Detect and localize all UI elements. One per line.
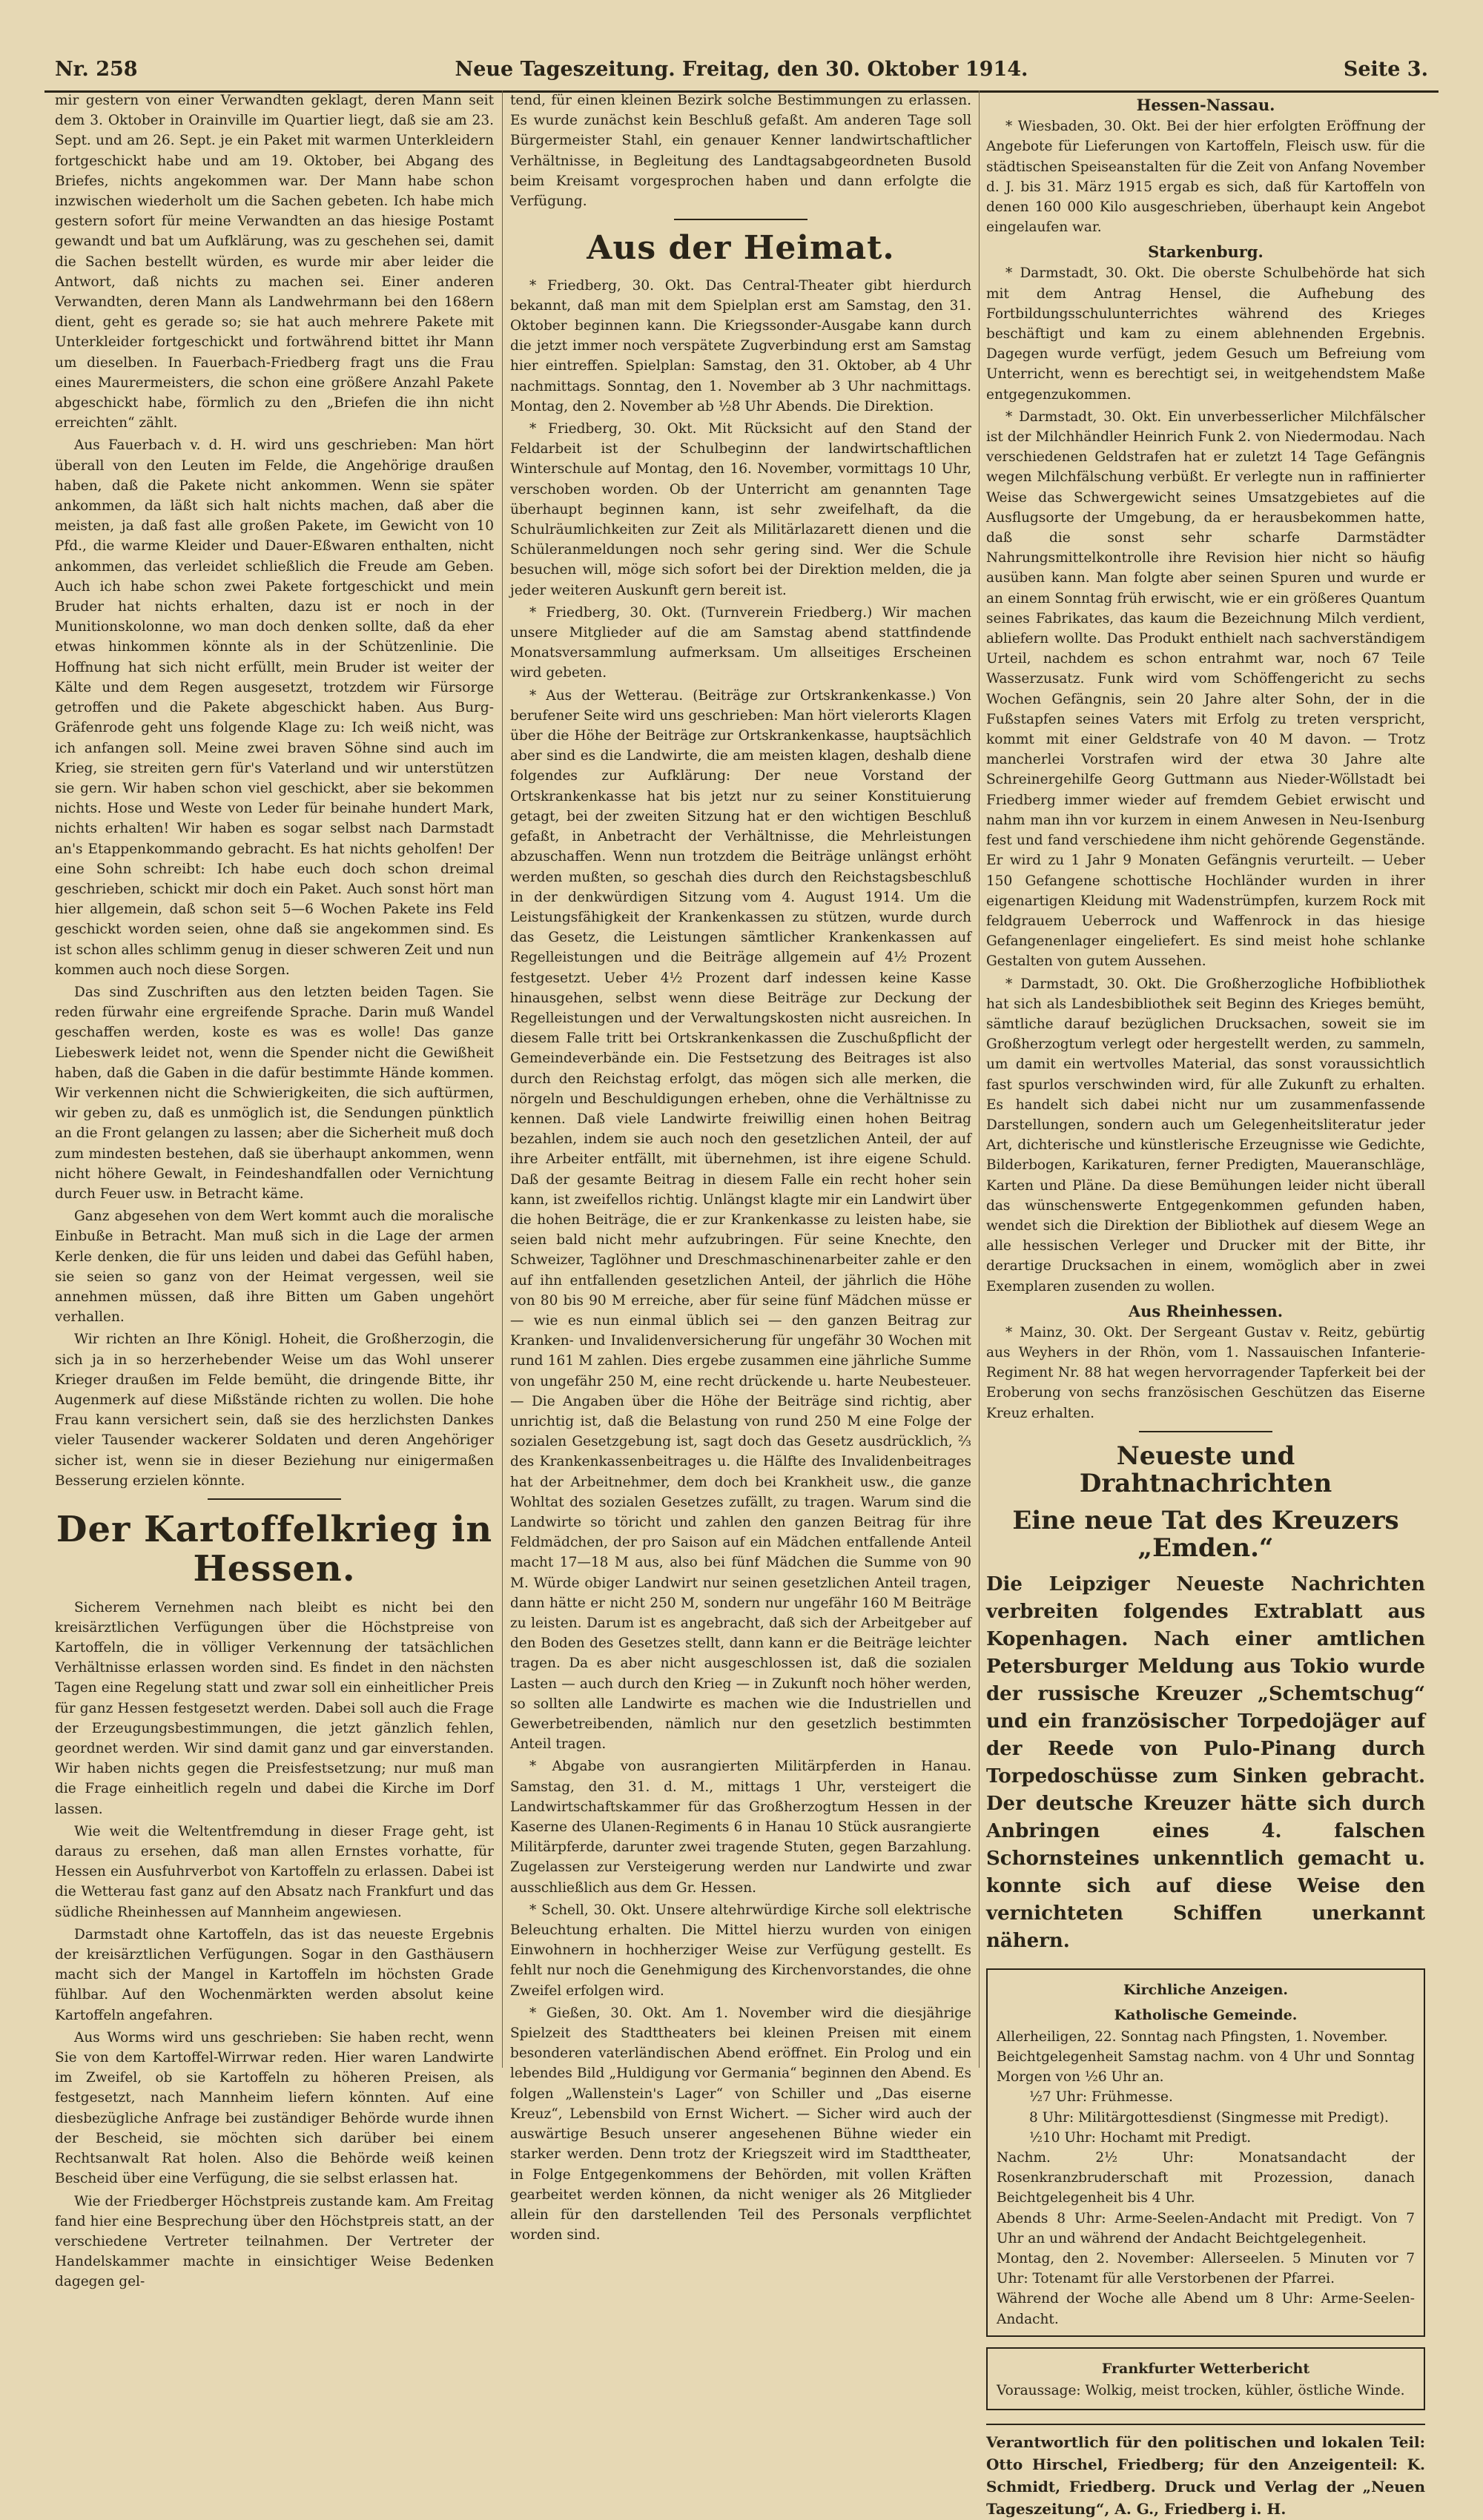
news-item: * Wiesbaden, 30. Okt. Bei der hier erfolgten Eröffnung der Angebote für Lieferungen von Kartoffeln, Fleisch usw. für die städtischen Speiseanstalten für die Zeit von Anfang November d. J. bis 31. März 1915 ergab es sich, daß für Kartoffeln von denen 160 000 Kilo ausgeschrieben, überhaupt kein Angebot eingelaufen war. (986, 119, 1425, 236)
news-item: * Friedberg, 30. Okt. (Turnverein Friedberg.) Wir machen unsere Mitglieder auf die am Samstag abend stattfindende Monatsversammlung aufmerksam. Um allseitiges Erscheinen wird gebeten. (510, 604, 971, 681)
news-item: * Darmstadt, 30. Okt. Ein unverbesserlicher Milchfälscher ist der Milchhändler Heinrich Funk 2. von Niedermodau. Nach verschiedenen Geldstrafen hat er zuletzt 14 Tage Gefängnis wegen Milchfälschung verbüßt. Er verlegte nun in raffinierter Weise das Schwergewicht seines Umsatzgebietes auf die Ausflugsorte der Umgebung, da er herausbekommen hatte, daß die sonst sehr scharfe Darmstädter Nahrungsmittelkontrolle ihre Revision hier nicht so häufig ausüben kann. Man folgte aber seinen Spuren und wurde er an einem Sonntag früh erwischt, wie er ein größeres Quantum seines Fabrikates, das kaum die Bezeichnung Milch verdient, abliefern wollte. Das Produkt enthielt nach sachverständigem Urteil, nachdem es schon entrahmt war, noch 67 Teile Wasserzusatz. Funk wird vom Schöffengericht zu sechs Wochen Gefängnis, sein 20 Jahre alter Sohn, der in die Fußstapfen seines Vaters mit Erfolg zu treten verspricht, kommt mit einer Geldstrafe von 40 M davon. — Trotz mancherlei Vorstrafen wird der etwa 30 Jahre alte Schreinergehilfe Georg Guttmann aus Nieder-Wöllstadt bei Friedberg immer wieder auf fremdem Gebiet erwischt und nahm man ihn vor kurzem in einem Anwesen in Neu-Isenburg fest und fand verschiedene ihm nicht gehörende Gegenstände. Er wird zu 1 Jahr 9 Monaten Gefängnis verurteilt. — Ueber 150 Gefangene schottische Hochländer wurden in ihrer eigenartigen Kleidung mit Wadenstrümpfen, kurzem Rock mit feldgrauem Ueberrock und Waffenrock in das hiesige Gefangenenlager eingeliefert. Es sind meist hohe schlanke Gestalten von gutem Aussehen. (986, 409, 1425, 970)
weather-box (986, 2347, 1425, 2410)
news-item: * Schell, 30. Okt. Unsere altehrwürdige Kirche soll elektrische Beleuchtung erhalten. Die Mittel hierzu wurden von einigen Einwohnern in hochherziger Weise zur Verfügung gestellt. Es fehlt nur noch die Genehmigung des Kirchenvorstandes, die ohne Zweifel erfolgen wird. (510, 1902, 971, 1999)
lead-article: Die Leipziger Neueste Nachrichten verbreiten folgendes Extrablatt aus Kopenhagen. Nach einer amtlichen Petersburger Meldung aus Tokio wurde der russische Kreuzer „Schemtschug“ und ein französischer Torpedojäger auf der Reede von Pulo-Pinang durch Torpedoschüsse zum Sinken gebracht. Der deutsche Kreuzer hätte sich durch Anbringen eines 4. falschen Schornsteines unkenntlich gemacht u. konnte sich auf diese Weise den vernichteten Schiffen unerkannt nähern. (986, 1573, 1425, 1953)
masthead: Neue Tageszeitung. Freitag, den 30. Oktober 1914. (455, 58, 1028, 81)
church-line: Montag, den 2. November: Allerseelen. 5 Minuten vor 7 Uhr: Totenamt für alle Verstorbenen der Pfarrei. (997, 2251, 1415, 2287)
paragraph: Wie der Friedberger Höchstpreis zustande kam. Am Freitag fand hier eine Besprechung über den Höchstpreis statt, an der verschiedene Vertreter teilnahmen. Der Vertreter der Handelskammer machte in einsichtiger Weise Bedenken dagegen gel- (55, 2193, 494, 2290)
news-item: * Mainz, 30. Okt. Der Sergeant Gustav v. Reitz, gebürtig aus Weyhers in der Rhön, vom 1. Nassauischen Infanterie-Regiment Nr. 88 hat wegen hervorragender Tapferkeit bei der Eroberung von sechs französischen Geschützen das Eiserne Kreuz erhalten. (986, 1324, 1425, 1421)
paragraph: Wir richten an Ihre Königl. Hoheit, die Großherzogin, die sich ja in so herzerhebender Weise um das Wohl unserer Krieger draußen im Felde bemüht, die dringende Bitte, ihr Augenmerk auf diese Mißstände richten zu wollen. Die hohe Frau kann versichert sein, daß sie des herzlichsten Dankes vieler Tausender wackerer Soldaten und deren Angehöriger sicher ist, wenn sie in dieser Beziehung nur einigermaßen Besserung erzielen könnte. (55, 1332, 494, 1489)
church-line: Nachm. 2½ Uhr: Monatsandacht der Rosenkranzbruderschaft mit Prozession, danach Beichtgelegenheit bis 4 Uhr. (997, 2150, 1415, 2206)
paragraph: Darmstadt ohne Kartoffeln, das ist das neueste Ergebnis der kreisärztlichen Verfügungen. Sogar in den Gasthäusern macht sich der Mangel in Kartoffeln im höchsten Grade fühlbar. Auf den Wochenmärkten werden absolut keine Kartoffeln angefahren. (55, 1926, 494, 2023)
church-line: Beichtgelegenheit Samstag nachm. von 4 Uhr und Sonntag Morgen von ½6 Uhr an. (997, 2049, 1415, 2086)
weather-text: Voraussage: Wolkig, meist trocken, kühler, östliche Winde. (997, 2383, 1405, 2399)
church-line: Allerheiligen, 22. Sonntag nach Pfingsten, 1. November. (997, 2028, 1388, 2045)
headline-aus-der-heimat: Aus der Heimat. (587, 229, 895, 268)
church-line: ½10 Uhr: Hochamt mit Predigt. (1029, 2129, 1252, 2146)
issue-number: Nr. 258 (55, 58, 138, 81)
church-title: Kirchliche Anzeigen. (1123, 1982, 1289, 1999)
imprint-text: Verantwortlich für den politischen und lokalen Teil: Otto Hirschel, Friedberg; für den Anzeigenteil: K. Schmidt, Friedberg. Druck und Verlag der „Neuen Tageszeitung“, A. G., Friedberg i. H. (986, 2433, 1425, 2519)
section-divider (674, 219, 807, 220)
headline-kartoffelkrieg: Der Kartoffelkrieg in Hessen. (56, 1509, 493, 1590)
section-divider (208, 1498, 341, 1500)
church-line: ½7 Uhr: Frühmesse. (1029, 2089, 1173, 2106)
paragraph: tend, für einen kleinen Bezirk solche Bestimmungen zu erlassen. Es wurde zunächst kein Beschluß gefaßt. Am anderen Tage soll Bürgermeister Stahl, ein genauer Kenner landwirtschaftlicher Verhältnisse, in Begleitung des Landtagsabgeordneten Busold beim Kreisamt vorgesprochen haben und dann erfolgte die Verfügung. (510, 93, 971, 210)
column-2 (510, 90, 971, 2243)
paragraph: Aus Fauerbach v. d. H. wird uns geschrieben: Man hört überall von den Leuten im Felde, die Angehörige draußen haben, daß die Pakete nicht ankommen. Wenn sie später ankommen, da läßt sich halt nichts machen, daß aber die meisten, ja daß fast alle großen Pakete, im Gewicht von 10 Pfd., die warme Kleider und Dauer-Eßwaren enthalten, nicht ankommen, das verleidet schließlich die Freude am Geben. Auch ich habe schon zwei Pakete fortgeschickt und mein Bruder hat nichts erhalten, dazu ist er noch in der Munitionskolonne, wo man doch denken sollte, daß da eher etwas hinkommen könnte als in der Schützenlinie. Die Hoffnung hat sich nicht erfüllt, mein Bruder ist weiter der Kälte und dem Regen ausgesetzt, trotzdem wir Fürsorge getroffen und die Pakete abgeschickt haben. Aus Burg-Gräfenrode geht uns folgende Klage zu: Ich weiß nicht, was ich anfangen soll. Meine zwei braven Söhne sind auch im Krieg, sie streiten gern für's Vaterland und wir unterstützen sie gern. Wir haben schon viel geschickt, aber sie bekommen nichts. Hose und Weste von Leder für beinahe hundert Mark, nichts erhalten! Wir haben es sogar selbst nach Darmstadt an's Etappenkommando gebracht. Es hat nichts geholfen! Der eine Sohn schreibt: Ich habe euch doch schon dreimal geschrieben, schickt mir doch ein Paket. Auch sonst hört man hier allgemein, daß schon seit 5—6 Wochen Pakete ins Feld geschickt worden seien, ohne daß sie angekommen sind. Es ist schon alles schlimm genug in dieser schweren Zeit und nun kommen auch noch diese Sorgen. (55, 437, 494, 978)
news-item: * Friedberg, 30. Okt. Mit Rücksicht auf den Stand der Feldarbeit ist der Schulbeginn der landwirtschaftlichen Winterschule auf Montag, den 16. November, vormittags 10 Uhr, verschoben worden. Ob der Unterricht am genannten Tage überhaupt beginnen kann, ist sehr zweifelhaft, da die Schulräumlichkeiten zur Zeit als Militärlazarett dienen und die Schüleranmeldungen noch sehr gering sind. Wer die Schule besuchen will, möge sich sofort bei der Direktion melden, die ja jeder weiteren Auskunft gern bereit ist. (510, 421, 971, 598)
column-divider (502, 90, 503, 2068)
page-header (44, 53, 1439, 93)
news-item: * Abgabe von ausrangierten Militärpferden in Hanau. Samstag, den 31. d. M., mittags 1 Uhr, versteigert die Landwirtschaftskammer für das Großherzogtum Hessen in der Kaserne des Ulanen-Regiments 6 in Hanau 10 Stück ausrangierte Militärpferde, darunter zwei tragende Stuten, gegen Barzahlung. Zugelassen zur Versteigerung werden nur Landwirte und zwar ausschließlich aus dem Gr. Hessen. (510, 1759, 971, 1896)
region-heading: Starkenburg. (1148, 242, 1264, 262)
weather-title: Frankfurter Wetterbericht (1101, 2360, 1310, 2377)
paragraph: Das sind Zuschriften aus den letzten beiden Tagen. Sie reden fürwahr eine ergreifende Sprache. Darin muß Wandel geschaffen werden, koste es was es wolle! Das ganze Liebeswerk leidet not, wenn die Spender nicht die Gewißheit haben, daß die Gaben in die dafür bestimmte Hände kommen. Wir verkennen nicht die Schwierigkeiten, die sich auftürmen, wir geben zu, daß es unmöglich ist, die Sendungen pünktlich an die Front gelangen zu lassen; aber die Sicherheit muß doch zum mindesten bestehen, daß sie überhaupt ankommen, wenn nicht höhere Gewalt, in Feindeshandfallen oder Vernichtung durch Feuer usw. in Betracht käme. (55, 984, 494, 1202)
column-divider (979, 90, 980, 2068)
paragraph: Sicherem Vernehmen nach bleibt es nicht bei den kreisärztlichen Verfügungen über die Höchstpreise von Kartoffeln, die in völliger Verkennung der tatsächlichen Verhältnisse erlassen worden sind. Es findet in den nächsten Tagen eine Regelung statt und zwar soll ein einheitlicher Preis für ganz Hessen festgesetzt werden. Dabei soll auch die Frage der Erzeugungsbestimmungen, die jetzt gänzlich fehlen, geordnet werden. Wir sind damit ganz und gar einverstanden. Wir haben nichts gegen die Preisfestsetzung; nur muß man die Frage einheitlich regeln und dabei die Kirche im Dorf lassen. (55, 1599, 494, 1817)
column-3 (986, 90, 1425, 2519)
page-number: Seite 3. (1343, 58, 1428, 81)
church-line: 8 Uhr: Militärgottesdienst (Singmesse mit Predigt). (1029, 2109, 1389, 2126)
news-item: * Darmstadt, 30. Okt. Die Großherzogliche Hofbibliothek hat sich als Landesbibliothek seit Beginn des Krieges bemüht, sämtliche darauf bezüglichen Drucksachen, soweit sie im Großherzogtum verlegt oder hergestellt werden, zu sammeln, um damit ein wertvolles Material, das sonst voraussichtlich fast spurlos verschwinden wird, für alle Zukunft zu erhalten. Es handelt sich dabei nicht nur um zusammenfassende Darstellungen, sondern auch um Gelegenheitsliteratur jeder Art, dichterische und künstlerische Erzeugnisse wie Gedichte, Bilderbogen, Karikaturen, ferner Predigten, Maueranschläge, Karten und Pläne. Da diese Bemühungen leider nicht überall das wünschenswerte Entgegenkommen gefunden haben, wendet sich die Direktion der Bibliothek auf diesem Wege an alle hessischen Verleger und Drucker mit der Bitte, ihr derartige Drucksachen in einem, womöglich aber in zwei Exemplaren zusenden zu wollen. (986, 976, 1425, 1294)
column-1 (55, 90, 494, 2290)
paragraph: mir gestern von einer Verwandten geklagt, deren Mann seit dem 3. Oktober in Orainville im Quartier liegt, daß sie am 23. Sept. und am 26. Sept. je ein Paket mit warmen Unterkleidern fortgeschickt habe und am 19. Oktober, bei Abgang des Briefes, nichts angekommen war. Der Mann habe schon inzwischen wiederholt um die Sachen gebeten. Ich habe mich gestern sofort für meine Verwandten an das hiesige Postamt gewandt und bat um Aufklärung, was zu geschehen sei, damit die Sachen bestellt würden, es wurde mir aber leider die Antwort, daß nichts zu machen sei. Einer anderen Verwandten, deren Mann als Landwehrmann bei den 168ern dient, geht es gerade so; sie hat auch mehrere Pakete mit Unterkleider fortgeschickt und fortwährend bittet ihr Mann um dieselben. In Fauerbach-Friedberg fragt uns die Frau eines Maurermeisters, die schon eine größere Anzahl Pakete abgeschickt habe, förmlich zu den „Briefen die ihn nicht erreichten“ zählt. (55, 93, 494, 431)
church-line: Abends 8 Uhr: Arme-Seelen-Andacht mit Predigt. Von 7 Uhr an und während der Andacht Beichtgelegenheit. (997, 2210, 1415, 2246)
imprint (986, 2424, 1425, 2520)
news-item: * Gießen, 30. Okt. Am 1. November wird die diesjährige Spielzeit des Stadttheaters bei kleinen Preisen mit einem besonderen vaterländischen Abend eröffnet. Ein Prolog und ein lebendes Bild „Huldigung vor Germania“ beginnen den Abend. Es folgen „Wallenstein's Lager“ von Schiller und „Das eiserne Kreuz“, Lebensbild von Ernst Wichert. — Sicher wird auch der auswärtige Besuch unserer angesehenen Bühne wieder ein starker werden. Denn trotz der Kriegszeit wird im Stadttheater, in Folge Entgegenkommens der Behörden, mit vollen Kräften gearbeitet werden können, da nicht weniger als 26 Mitglieder allein für den darstellenden Teil des Personals verpflichtet worden sind. (510, 2005, 971, 2243)
headline-drahtnachrichten: Neueste und Drahtnachrichten (1079, 1441, 1332, 1499)
paragraph: Ganz abgesehen von dem Wert kommt auch die moralische Einbuße in Betracht. Man muß sich in die Lage der armen Kerle denken, die für uns leiden und dabei das Gefühl haben, sie seien so ganz von der Heimat vergessen, weil sie annehmen müssen, daß ihre Bitten um Gaben ungehört verhallen. (55, 1208, 494, 1326)
region-heading: Hessen-Nassau. (1136, 96, 1275, 114)
church-subtitle: Katholische Gemeinde. (1114, 2006, 1298, 2023)
headline-emden: Eine neue Tat des Kreuzers „Emden.“ (1012, 1505, 1399, 1564)
section-divider (1139, 1431, 1272, 1432)
region-heading: Aus Rheinhessen. (1128, 1301, 1284, 1320)
church-notices-box (986, 1968, 1425, 2336)
news-item: * Aus der Wetterau. (Beiträge zur Ortskrankenkasse.) Von berufener Seite wird uns geschrieben: Man hört vielerorts Klagen über die Höhe der Beiträge zur Ortskrankenkasse, hauptsächlich aber sind es die Landwirte, die am meisten klagen, deshalb diene folgendes zur Aufklärung: Der neue Vorstand der Ortskrankenkasse hat bis jetzt nur zu seiner Konstituierung getagt, bei der zweiten Sitzung hat er den wichtigen Beschluß gefaßt, in Anbetracht der Verhältnisse, die Mehrleistungen abzuschaffen. Wenn nun trotzdem die Beiträge unlängst erhöht werden mußten, so geschah dies durch den Reichstagsbeschluß in der denkwürdigen Sitzung vom 4. August 1914. Um die Leistungsfähigkeit der Krankenkassen zu stützen, wurde durch das Gesetz, die Leistungen sämtlicher Krankenkassen auf Regelleistungen und die Beiträge allgemein auf 4½ Prozent festgesetzt. Ueber 4½ Prozent darf indessen keine Kasse hinausgehen, selbst wenn diese Beiträge zur Deckung der Regelleistungen und der Verwaltungskosten nicht ausreichen. In diesem Falle tritt bei Ortskrankenkassen die Zuschußpflicht der Gemeindeverbände ein. Die Festsetzung des Beitrages ist also durch den Reichstag erfolgt, das mögen sich alle merken, die nörgeln und Beschuldigungen erheben, ohne die Verhältnisse zu kennen. Daß viele Landwirte freiwillig einen hohen Beitrag bezahlen, indem sie auch noch den gesetzlichen Anteil, der auf ihre Arbeiter entfällt, mit übernehmen, ist ihre eigene Schuld. Daß der gesamte Beitrag in diesem Falle ein recht hoher sein kann, ist zweifellos richtig. Unlängst klagte mir ein Landwirt über die hohen Beiträge, die er zur Krankenkasse zu leisten habe, sie seien bald nicht mehr aufzubringen. Für seine Knechte, den Schweizer, Taglöhner und Dreschmaschinenarbeiter zahle er den auf ihn entfallenden gesetzlichen Anteil, der jährlich die Höhe von 80 bis 90 M erreiche, aber für seine fünf Mädchen müsse er — wie es nun einmal üblich sei — den ganzen Beitrag zur Kranken- und Invalidenversicherung für ungefähr 30 Wochen mit rund 161 M zahlen. Dies ergebe zusammen eine jährliche Summe von ungefähr 250 M, eine recht drückende u. harte Neubesteuer. — Die Angaben über die Höhe der Beiträge sind richtig, aber unrichtig ist, daß die Belastung von rund 250 M eine Folge der sozialen Gesetzgebung ist, sagt doch das Gesetz ausdrücklich, ⅔ des Krankenkassenbeitrages u. die Hälfte des Invalidenbeitrages hat der Arbeitnehmer, dem doch bei Krankheit usw., die ganze Wohltat des sozialen Gesetzes zufällt, zu tragen. Warum sind die Landwirte so töricht und zahlen den ganzen Beitrag für ihre Feldmädchen, der pro Saison auf ein Mädchen entfallende Anteil macht 17—18 M aus, also bei fünf Mädchen die Summe von 90 M. Würde obiger Landwirt nur seinen gesetzlichen Anteil tragen, dann hätte er nicht 250 M, sondern nur ungefähr 160 M Beiträge zu leisten. Darum ist es angebracht, daß sich der Arbeitgeber auf den Boden des Gesetzes stellt, dann kann er die Beiträge leichter tragen. Da es aber nicht ausgeschlossen ist, daß die sozialen Lasten — auch durch den Krieg — in Zukunft noch höher werden, so sollten alle Landwirte es machen wie die Industriellen und Gewerbetreibenden, nämlich nur den gesetzlich bestimmten Anteil tragen. (510, 687, 971, 1753)
church-line: Während der Woche alle Abend um 8 Uhr: Arme-Seelen-Andacht. (997, 2291, 1415, 2327)
news-item: * Friedberg, 30. Okt. Das Central-Theater gibt hierdurch bekannt, daß man mit dem Spielplan erst am Samstag, den 31. Oktober beginnen kann. Die Kriegssonder-Ausgabe kann durch die jetzt immer noch verspätete Zugverbindung erst am Samstag hier eintreffen. Spielplan: Samstag, den 31. Oktober, ab 4 Uhr nachmittags. Sonntag, den 1. November ab 3 Uhr nachmittags. Montag, den 2. November ab ½8 Uhr Abends. Die Direktion. (510, 277, 971, 414)
paragraph: Aus Worms wird uns geschrieben: Sie haben recht, wenn Sie von dem Kartoffel-Wirrwar reden. Hier waren Landwirte im Zweifel, ob sie Kartoffeln zu höheren Preisen, als festgesetzt, nach Mannheim liefern könnten. Auf eine diesbezügliche Anfrage bei zuständiger Behörde wurde ihnen der Bescheid, sie möchten sich darüber bei einem Rechtsanwalt Rat holen. Also die Behörde weiß keinen Bescheid über eine Verfügung, die sie selbst erlassen hat. (55, 2029, 494, 2187)
news-item: * Darmstadt, 30. Okt. Die oberste Schulbehörde hat sich mit dem Antrag Hensel, die Aufhebung des Fortbildungsschulunterrichtes während des Krieges beschäftigt und kam zu einem ablehnenden Ergebnis. Dagegen wurde verfügt, jedem Gesuch um Befreiung vom Unterricht, wenn es berechtigt sei, in weitgehendstem Maße entgegenzukommen. (986, 265, 1425, 403)
paragraph: Wie weit die Weltentfremdung in dieser Frage geht, ist daraus zu ersehen, daß man allen Ernstes vorhatte, für Hessen ein Ausfuhrverbot von Kartoffeln zu erlassen. Dabei ist die Wetterau fast ganz auf den Absatz nach Frankfurt und das südliche Rheinhessen auf Mannheim angewiesen. (55, 1823, 494, 1920)
